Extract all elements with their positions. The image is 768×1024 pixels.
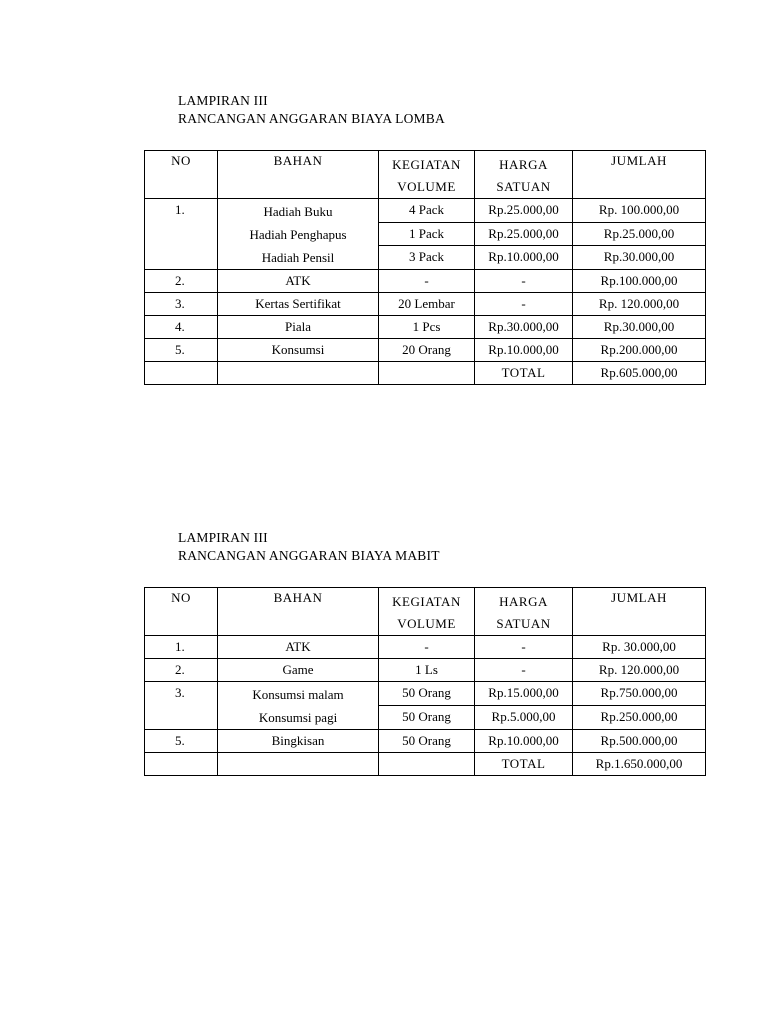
row-harga: - [475, 270, 573, 293]
row-bahan: ATK [218, 270, 379, 293]
header-harga-line1: HARGA [499, 594, 548, 609]
table-row [145, 316, 706, 339]
table-row [145, 682, 706, 706]
header-jumlah: JUMLAH [573, 588, 706, 636]
row-bahan [218, 199, 379, 270]
total-row [145, 753, 706, 776]
row-harga: - [475, 293, 573, 316]
row-harga: Rp.10.000,00 [475, 246, 573, 270]
row-harga: Rp.30.000,00 [475, 316, 573, 339]
row-no: 1. [145, 636, 218, 659]
row-volume: - [379, 270, 475, 293]
row-jumlah: Rp.750.000,00 [573, 682, 706, 706]
row-jumlah: Rp.100.000,00 [573, 270, 706, 293]
table-row [145, 199, 706, 223]
total-empty-cell [145, 753, 218, 776]
bahan-line: Hadiah Buku [263, 204, 333, 219]
row-volume: 50 Orang [379, 706, 475, 730]
row-volume: 1 Ls [379, 659, 475, 682]
header-no: NO [145, 151, 218, 199]
row-harga: Rp.10.000,00 [475, 730, 573, 753]
row-jumlah: Rp. 30.000,00 [573, 636, 706, 659]
total-label: TOTAL [475, 753, 573, 776]
header-harga-line2: SATUAN [496, 179, 551, 194]
row-volume: 4 Pack [379, 199, 475, 223]
header-harga-line2: SATUAN [496, 616, 551, 631]
header-volume [379, 151, 475, 199]
total-empty-cell [379, 362, 475, 385]
header-volume-line1: KEGIATAN [392, 594, 461, 609]
row-jumlah: Rp.25.000,00 [573, 222, 706, 246]
row-jumlah: Rp.30.000,00 [573, 246, 706, 270]
section1-heading-line1: LAMPIRAN III [178, 93, 268, 108]
row-no: 4. [145, 316, 218, 339]
header-no: NO [145, 588, 218, 636]
row-no: 1. [145, 199, 218, 270]
row-bahan: Bingkisan [218, 730, 379, 753]
row-harga: Rp.25.000,00 [475, 199, 573, 223]
row-harga: Rp.15.000,00 [475, 682, 573, 706]
table-row [145, 339, 706, 362]
bahan-line: Konsumsi pagi [258, 710, 338, 725]
row-volume: - [379, 636, 475, 659]
table-row [145, 270, 706, 293]
row-bahan: Konsumsi [218, 339, 379, 362]
header-volume-line2: VOLUME [397, 179, 456, 194]
header-jumlah: JUMLAH [573, 151, 706, 199]
row-volume: 20 Orang [379, 339, 475, 362]
row-volume: 50 Orang [379, 730, 475, 753]
section2-heading-line1: LAMPIRAN III [178, 530, 268, 545]
row-bahan [218, 682, 379, 730]
row-no: 3. [145, 293, 218, 316]
total-empty-cell [379, 753, 475, 776]
row-jumlah: Rp.200.000,00 [573, 339, 706, 362]
total-value: Rp.1.650.000,00 [573, 753, 706, 776]
row-volume: 3 Pack [379, 246, 475, 270]
row-harga: Rp.10.000,00 [475, 339, 573, 362]
row-volume: 50 Orang [379, 682, 475, 706]
header-bahan: BAHAN [218, 151, 379, 199]
table-row [145, 636, 706, 659]
total-empty-cell [145, 362, 218, 385]
row-no: 2. [145, 270, 218, 293]
bahan-line: Hadiah Pensil [261, 250, 335, 265]
header-volume [379, 588, 475, 636]
row-volume: 20 Lembar [379, 293, 475, 316]
row-bahan: Game [218, 659, 379, 682]
total-empty-cell [218, 753, 379, 776]
row-bahan: ATK [218, 636, 379, 659]
section2-heading [178, 529, 440, 565]
total-row [145, 362, 706, 385]
header-volume-line2: VOLUME [397, 616, 456, 631]
row-no: 3. [145, 682, 218, 730]
header-harga [475, 151, 573, 199]
section1-budget-table [144, 150, 706, 385]
header-volume-line1: KEGIATAN [392, 157, 461, 172]
row-jumlah: Rp.30.000,00 [573, 316, 706, 339]
section1-heading [178, 92, 445, 128]
total-empty-cell [218, 362, 379, 385]
section1-heading-line2: RANCANGAN ANGGARAN BIAYA LOMBA [178, 111, 445, 126]
bahan-line: Hadiah Penghapus [249, 227, 347, 242]
row-jumlah: Rp. 100.000,00 [573, 199, 706, 223]
row-harga: Rp.5.000,00 [475, 706, 573, 730]
row-bahan: Piala [218, 316, 379, 339]
total-label: TOTAL [475, 362, 573, 385]
header-bahan: BAHAN [218, 588, 379, 636]
bahan-line: Konsumsi malam [252, 687, 344, 702]
row-jumlah: Rp.500.000,00 [573, 730, 706, 753]
row-no: 5. [145, 730, 218, 753]
row-no: 2. [145, 659, 218, 682]
row-no: 5. [145, 339, 218, 362]
table-header-row [145, 588, 706, 636]
total-value: Rp.605.000,00 [573, 362, 706, 385]
row-harga: Rp.25.000,00 [475, 222, 573, 246]
row-bahan: Kertas Sertifikat [218, 293, 379, 316]
row-jumlah: Rp. 120.000,00 [573, 293, 706, 316]
row-jumlah: Rp. 120.000,00 [573, 659, 706, 682]
row-jumlah: Rp.250.000,00 [573, 706, 706, 730]
header-harga-line1: HARGA [499, 157, 548, 172]
table-row [145, 659, 706, 682]
section2-budget-table [144, 587, 706, 776]
table-row [145, 730, 706, 753]
header-harga [475, 588, 573, 636]
section2-heading-line2: RANCANGAN ANGGARAN BIAYA MABIT [178, 548, 440, 563]
row-volume: 1 Pack [379, 222, 475, 246]
row-harga: - [475, 636, 573, 659]
row-harga: - [475, 659, 573, 682]
table-row [145, 293, 706, 316]
row-volume: 1 Pcs [379, 316, 475, 339]
table-header-row [145, 151, 706, 199]
